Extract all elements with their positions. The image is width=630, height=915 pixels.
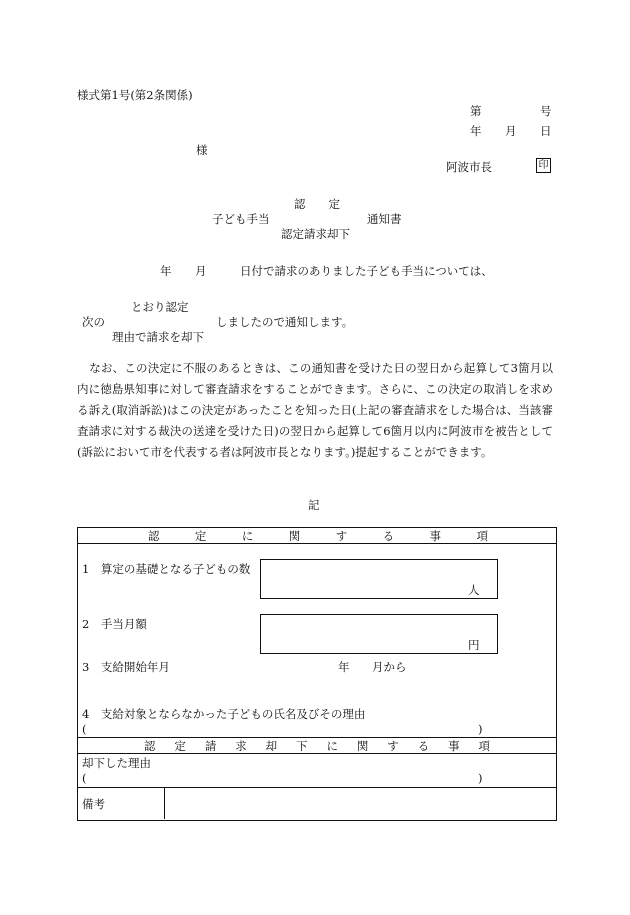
- item2-unit: 円: [468, 638, 480, 652]
- section2-header-char: 認: [144, 739, 156, 753]
- item4-paren-close: ): [478, 722, 483, 736]
- recipient-sama: 様: [196, 143, 208, 157]
- section2-header-divider: [77, 753, 557, 754]
- item3-label: 3 支給開始年月: [82, 660, 170, 674]
- section1-header-divider: [77, 543, 557, 544]
- date-month: 月: [505, 124, 517, 138]
- section2-header-char: す: [387, 739, 399, 753]
- section2-header-char: 事: [448, 739, 460, 753]
- rejection-paren-open: (: [82, 771, 87, 785]
- section1-header-char: 関: [288, 529, 301, 543]
- number-dai: 第: [470, 104, 482, 118]
- item1-label: 1 算定の基礎となる子どもの数: [82, 562, 251, 576]
- form-id: 様式第1号(第2条関係): [77, 88, 193, 102]
- date-day: 日: [540, 124, 552, 138]
- section1-header-char: 項: [476, 529, 488, 543]
- item2-box: [260, 614, 498, 654]
- section2-header-char: 下: [296, 739, 308, 753]
- decision-upper: とおり認定: [131, 300, 189, 314]
- intro-text: 日付で請求のありました子ども手当については、: [240, 264, 493, 278]
- section2-header: [144, 739, 490, 753]
- section1-header-char: る: [382, 529, 395, 543]
- intro-year: 年: [160, 264, 172, 278]
- item1-box: [260, 559, 498, 599]
- item1-unit: 人: [468, 583, 480, 597]
- section1-header-char: 認: [148, 529, 160, 543]
- section2-top-divider: [77, 737, 557, 738]
- title-top: 認 定: [294, 197, 340, 211]
- decision-suffix: しましたので通知します。: [216, 315, 354, 329]
- item3-year: 年: [338, 660, 350, 674]
- section2-header-char: 定: [174, 739, 186, 753]
- seal-mark: 印: [536, 158, 551, 173]
- title-right: 通知書: [367, 212, 402, 226]
- rejection-label: 却下した理由: [82, 756, 151, 770]
- item4-paren-open: (: [82, 722, 87, 736]
- section2-header-char: 請: [204, 739, 217, 753]
- remarks-divider: [77, 787, 557, 788]
- section2-header-char: 関: [356, 739, 369, 753]
- section1-header: [148, 529, 488, 543]
- section1-header-char: す: [335, 529, 348, 543]
- ki-label: 記: [308, 498, 320, 512]
- section2-header-char: に: [326, 739, 338, 753]
- item3-month: 月から: [372, 660, 407, 674]
- section2-header-char: 却: [265, 739, 278, 753]
- remarks-label: 備考: [82, 797, 105, 811]
- section1-header-char: 定: [194, 529, 207, 543]
- decision-prefix: 次の: [82, 315, 105, 329]
- decision-lower: 理由で請求を却下: [112, 330, 204, 344]
- date-year: 年: [470, 124, 482, 138]
- section2-header-char: 求: [235, 739, 247, 753]
- section2-header-char: 項: [478, 739, 490, 753]
- title-left: 子ども手当: [212, 212, 270, 226]
- rejection-paren-close: ): [478, 771, 483, 785]
- notice-paragraph: なお、この決定に不服のあるときは、この通知書を受けた日の翌日から起算して3箇月以内に徳島県知事に対して審査請求をすることができます。さらに、この決定の取消しを求める訴え(取消訴訟)はこの決定があったことを知った日(上記の審査請求をした場合は、当該審査請求に対する裁決の送達を受けた日)の翌日から起算して6箇月以内に阿波市を被告として(訴訟において市を代表する者は阿波市長となります。)提起することができます。: [77, 361, 553, 459]
- issuer-name: 阿波市長: [446, 160, 492, 174]
- section1-header-char: に: [241, 529, 254, 543]
- title-bottom: 認定請求却下: [281, 227, 350, 241]
- intro-month: 月: [195, 264, 207, 278]
- number-go: 号: [540, 104, 552, 118]
- section2-header-char: る: [417, 739, 430, 753]
- item4-label: 4 支給対象とならなかった子どもの氏名及びその理由: [82, 707, 366, 721]
- remarks-vertical-divider: [164, 787, 165, 819]
- item2-label: 2 手当月額: [82, 617, 147, 631]
- section1-header-char: 事: [429, 529, 442, 543]
